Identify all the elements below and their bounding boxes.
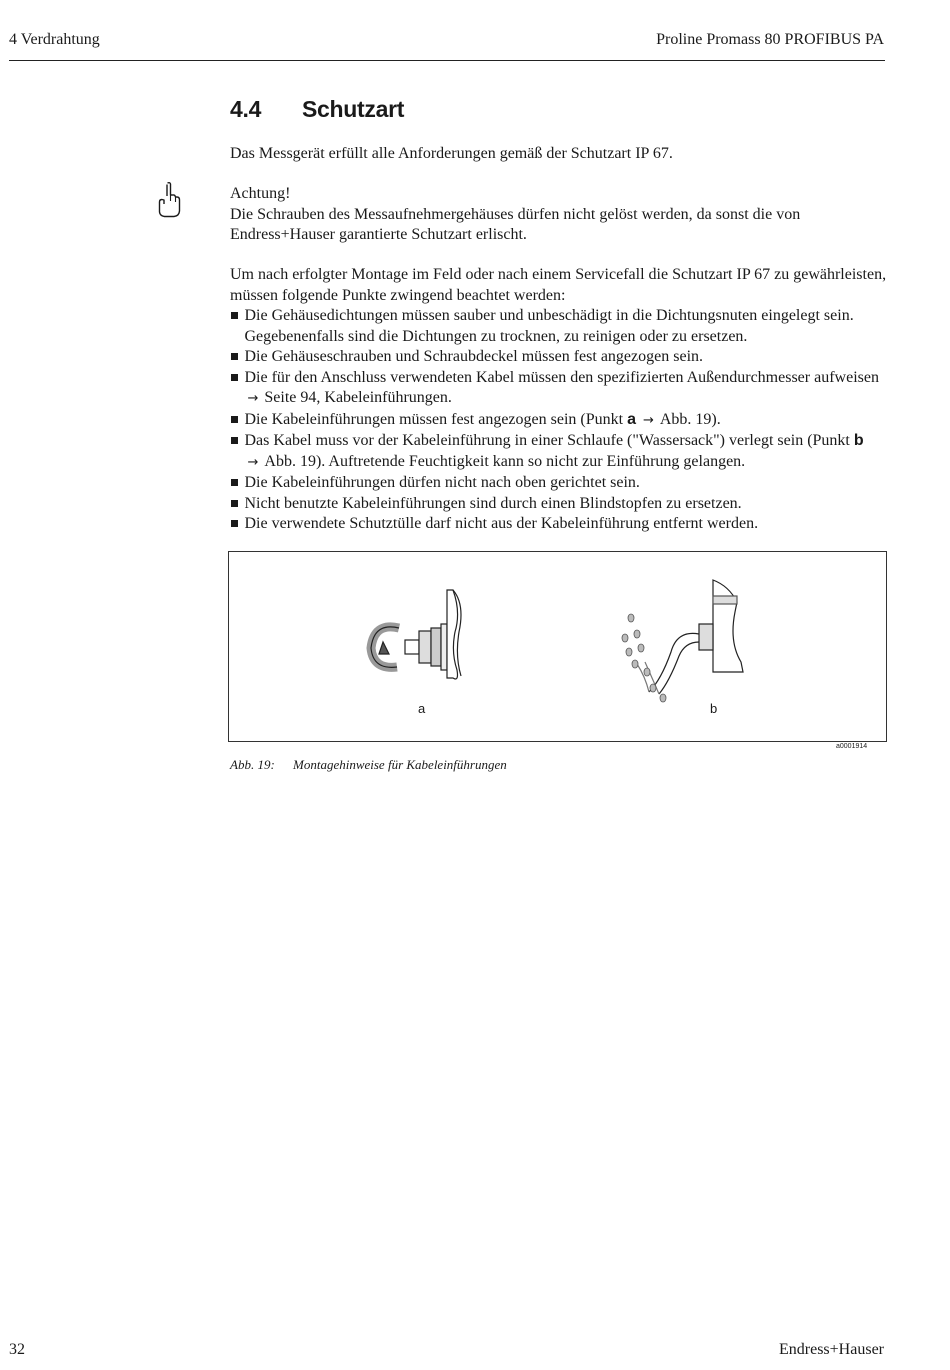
water-loop-drawing	[622, 580, 743, 702]
cable-gland-illustration	[229, 552, 886, 741]
figure-reference-link[interactable]: Abb. 19).	[659, 410, 721, 428]
bullet-icon	[231, 500, 238, 507]
arrow-icon: →	[247, 454, 259, 470]
header-chapter: 4 Verdrahtung	[9, 31, 100, 48]
warning-text: Die Schrauben des Messaufnehmergehäuses dürfen nicht gelöst werden, da sonst die von Endress+Hauser garantierte Schutzart erlischt.	[230, 205, 801, 243]
list-item	[230, 431, 892, 473]
figure-reference-link[interactable]: Abb. 19). Auftretende Feuchtigkeit kann so nicht zur Einführung gelangen.	[264, 452, 746, 470]
header-product: Proline Promass 80 PROFIBUS PA	[656, 31, 884, 48]
requirements-list	[230, 306, 892, 535]
point-label-a: a	[627, 410, 636, 428]
figure-id: a0001914	[836, 743, 868, 750]
list-item	[230, 494, 892, 515]
bullet-icon	[231, 374, 238, 381]
page-reference-link[interactable]: Seite 94, Kabeleinführungen.	[264, 389, 452, 406]
bullet-icon	[231, 520, 238, 527]
figure-label-a: a	[418, 701, 426, 716]
bullet-icon	[231, 353, 238, 360]
footer-brand: Endress+Hauser	[779, 1341, 884, 1358]
arrow-icon: →	[247, 391, 259, 406]
list-item	[230, 473, 892, 494]
requirements-paragraph: Um nach erfolgter Montage im Feld oder nach einem Servicefall die Schutzart IP 67 zu gewährleisten, müssen folgende Punkte zwingend beachtet werden:	[230, 266, 887, 304]
list-item	[230, 410, 892, 432]
water-droplets	[622, 614, 666, 702]
bullet-icon	[231, 416, 238, 423]
list-item	[230, 368, 892, 410]
arrow-icon: →	[642, 412, 654, 428]
list-item-text: Die Gehäusedichtungen müssen sauber und unbeschädigt in die Dichtungsnuten eingelegt sein. Gegebenenfalls sind die Dichtungen zu trocknen, zu reinigen oder zu ersetzen.	[244, 307, 854, 345]
section-number: 4.4	[230, 96, 262, 122]
tighten-gland-drawing	[371, 590, 461, 679]
caption-text: Montagehinweise für Kabeleinführungen	[293, 757, 507, 772]
list-item-text: Die Kabeleinführungen müssen fest angezogen sein (Punkt	[244, 410, 624, 428]
figure-label-b: b	[710, 701, 718, 716]
figure-caption	[230, 757, 507, 773]
page-number: 32	[9, 1341, 25, 1358]
section-title-text: Schutzart	[302, 96, 405, 122]
header-divider	[9, 60, 885, 61]
list-item-text: Die Gehäuseschrauben und Schraubdeckel müssen fest angezogen sein.	[244, 348, 704, 365]
list-item-text: Die verwendete Schutztülle darf nicht aus der Kabeleinführung entfernt werden.	[244, 515, 759, 532]
list-item-text: Das Kabel muss vor der Kabeleinführung in einer Schlaufe ("Wassersack") verlegt sein (Punkt	[244, 432, 850, 449]
list-item-text: Die Kabeleinführungen dürfen nicht nach oben gerichtet sein.	[244, 474, 640, 491]
figure-frame	[228, 551, 887, 742]
point-label-b: b	[853, 432, 864, 449]
warning-block	[230, 184, 880, 246]
section-title	[230, 96, 404, 123]
list-item-text: Die für den Anschluss verwendeten Kabel müssen den spezifizierten Außendurchmesser aufweisen	[244, 368, 879, 386]
intro-text: Das Messgerät erfüllt alle Anforderungen gemäß der Schutzart IP 67.	[230, 145, 673, 162]
warning-title: Achtung!	[230, 185, 291, 202]
pointing-hand-icon	[157, 181, 181, 221]
bullet-icon	[231, 437, 238, 444]
list-item	[230, 347, 892, 368]
bullet-icon	[231, 312, 238, 319]
bullet-icon	[231, 479, 238, 486]
list-item-text: Nicht benutzte Kabeleinführungen sind durch einen Blindstopfen zu ersetzen.	[244, 494, 742, 512]
list-item	[230, 514, 892, 535]
caption-number: Abb. 19:	[230, 757, 275, 772]
list-item	[230, 306, 892, 347]
